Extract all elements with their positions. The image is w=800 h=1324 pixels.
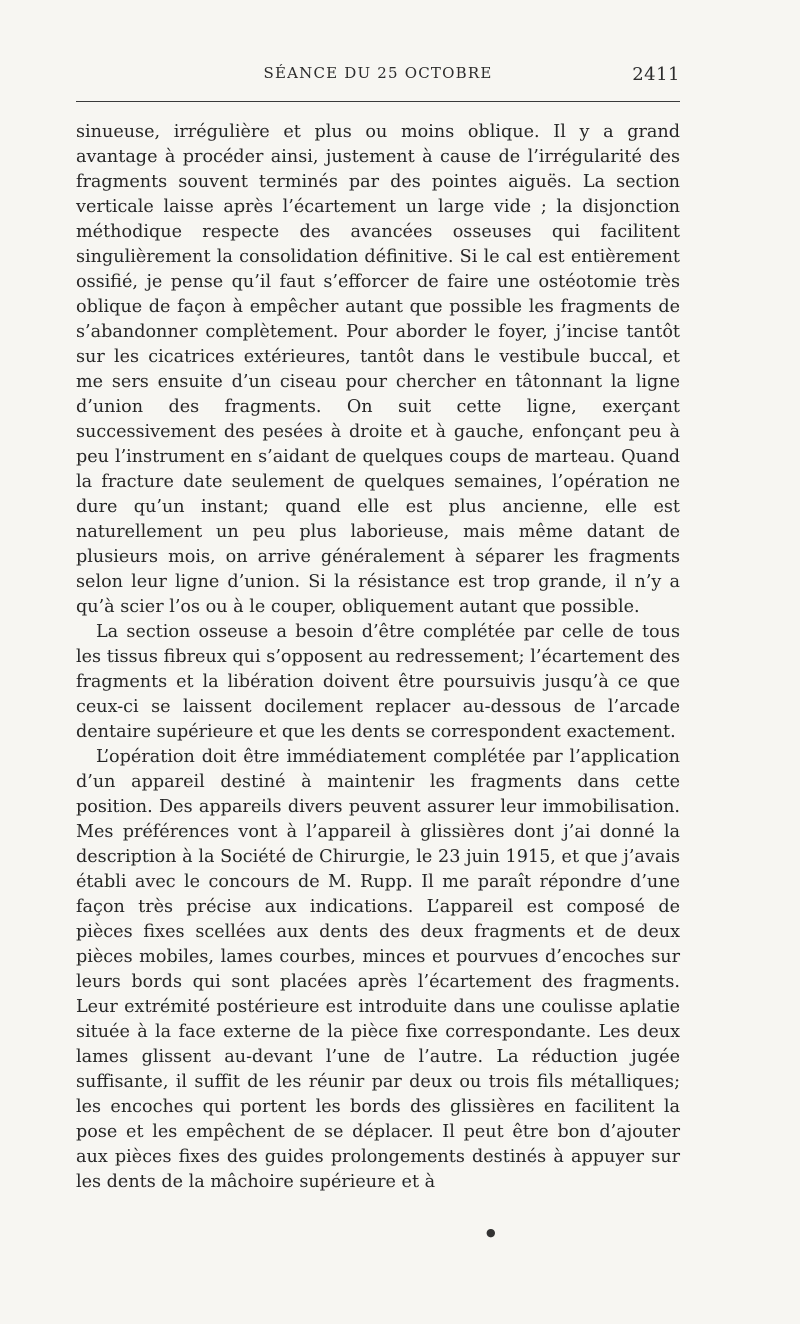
paragraph-1: sinueuse, irrégulière et plus ou moins oblique. Il y a grand avantage à procéder ainsi, justement à cause de l’irrégularité des fragments souvent terminés par des pointes aiguës. La section verticale laisse après l’écartement un large vide ; la disjonction méthodique respecte des avancées osseuses qui facilitent singulièrement la consolidation définitive. Si le cal est entièrement ossifié, je pense qu’il faut s’efforcer de faire une ostéotomie très oblique de façon à empêcher autant que possible les fragments de s’abandonner complètement. Pour aborder le foyer, j’incise tantôt sur les cicatrices extérieures, tantôt dans le vestibule buccal, et me sers ensuite d’un ciseau pour chercher en tâtonnant la ligne d’union des fragments. On suit cette ligne, exerçant successivement des pesées à droite et à gauche, enfonçant peu à peu l’instrument en s’aidant de quelques coups de marteau. Quand la fracture date seulement de quelques semaines, l’opération ne dure qu’un instant; quand elle est plus ancienne, elle est naturellement un peu plus laborieuse, mais même datant de plusieurs mois, on arrive généralement à séparer les fragments selon leur ligne d’union. Si la résistance est trop grande, il n’y a qu’à scier l’os ou à le couper, obliquement autant que possible.: [76, 122, 680, 617]
running-header: [76, 64, 680, 90]
paragraph-3: L’opération doit être immédiatement complétée par l’application d’un appareil destiné à maintenir les fragments dans cette position. Des appareils divers peuvent assurer leur immobilisation. Mes préférences vont à l’appareil à glissières dont j’ai donné la description à la Société de Chirurgie, le 23 juin 1915, et que j’avais établi avec le concours de M. Rupp. Il me paraît répondre d’une façon très précise aux indications. L’appareil est composé de pièces fixes scellées aux dents des deux fragments et de deux pièces mobiles, lames courbes, minces et pourvues d’encoches sur leurs bords qui sont placées après l’écartement des fragments. Leur extrémité postérieure est introduite dans une coulisse aplatie située à la face externe de la pièce fixe correspondante. Les deux lames glissent au-devant l’une de l’autre. La réduction jugée suffisante, il suffit de les réunir par deux ou trois fils métalliques; les encoches qui portent les bords des glissières en facilitent la pose et les empêchent de se déplacer. Il peut être bon d’ajouter aux pièces fixes des guides prolongements destinés à appuyer sur les dents de la mâchoire supérieure et à: [76, 747, 680, 1192]
paragraph-2: La section osseuse a besoin d’être complétée par celle de tous les tissus fibreux qui s’opposent au redressement; l’écartement des fragments et la libération doivent être poursuivis jusqu’à ce que ceux-ci se laissent docilement replacer au-dessous de l’arcade dentaire supérieure et que les dents se correspondent exactement.: [76, 622, 680, 742]
body-text: [76, 120, 680, 1195]
header-rule: [76, 101, 680, 102]
footer-ornament: ●: [486, 1226, 496, 1239]
page-number: 2411: [632, 64, 680, 85]
running-title: SÉANCE DU 25 OCTOBRE: [263, 64, 493, 82]
